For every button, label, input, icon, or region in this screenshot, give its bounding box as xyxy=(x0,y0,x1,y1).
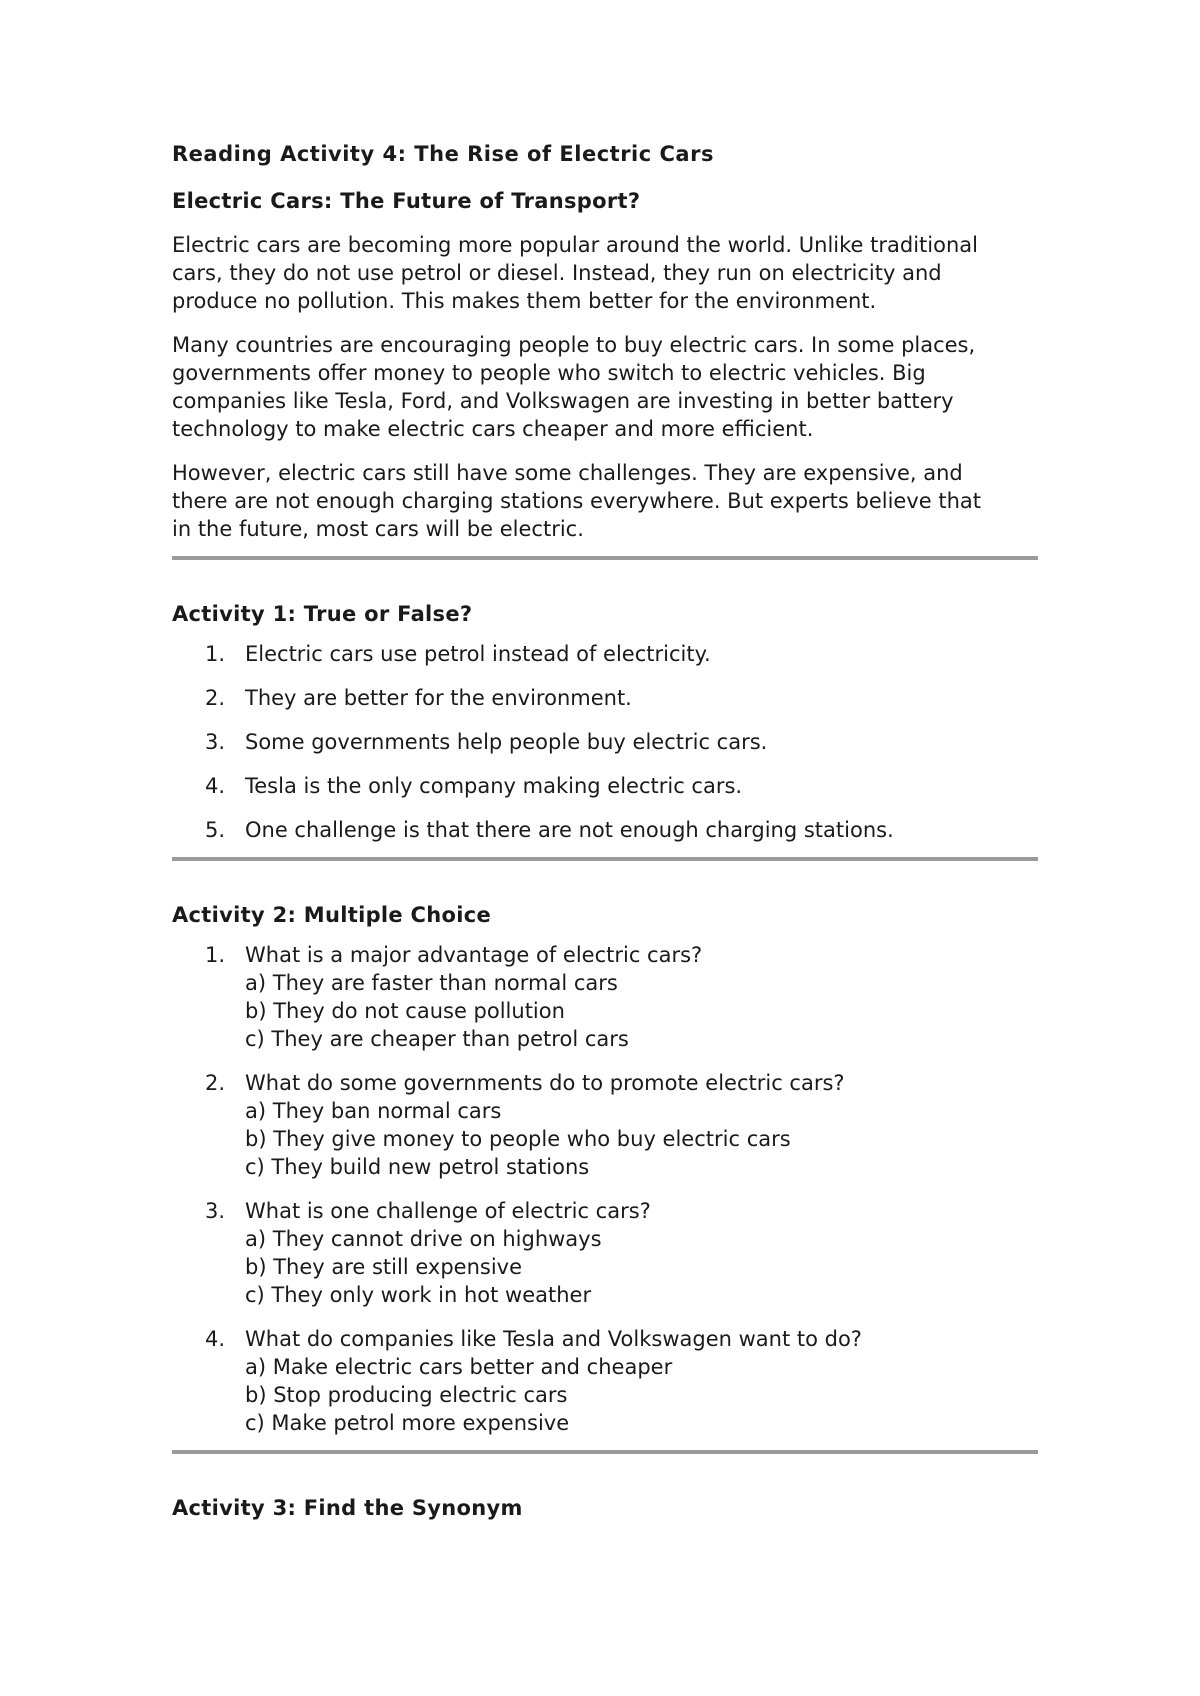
answer-option: b) They give money to people who buy electric cars xyxy=(245,1127,791,1151)
item-number: 1. xyxy=(205,642,226,666)
document-page xyxy=(172,140,1038,1522)
question-number: 1. xyxy=(205,943,226,967)
question-item xyxy=(172,1197,1038,1309)
activity-3-title: Activity 3: Find the Synonym xyxy=(172,1496,523,1520)
item-text: Electric cars use petrol instead of electricity. xyxy=(245,642,711,666)
question-item xyxy=(172,941,1038,1053)
item-number: 5. xyxy=(205,818,226,842)
answer-option: b) They do not cause pollution xyxy=(245,999,565,1023)
list-item xyxy=(172,640,1038,668)
list-item xyxy=(172,728,1038,756)
item-text: They are better for the environment. xyxy=(245,686,632,710)
paragraph-2 xyxy=(172,331,1038,443)
paragraph-line: technology to make electric cars cheaper and more efficient. xyxy=(172,417,814,441)
answer-option: c) Make petrol more expensive xyxy=(245,1411,570,1435)
question-number: 4. xyxy=(205,1327,226,1351)
paragraph-line: produce no pollution. This makes them better for the environment. xyxy=(172,289,877,313)
question-text: What do companies like Tesla and Volkswagen want to do? xyxy=(245,1327,862,1351)
list-item xyxy=(172,816,1038,844)
activity-2-title: Activity 2: Multiple Choice xyxy=(172,903,492,927)
paragraph-line: governments offer money to people who switch to electric vehicles. Big xyxy=(172,361,926,385)
multiple-choice-list xyxy=(172,941,1038,1437)
paragraph-line: in the future, most cars will be electric. xyxy=(172,517,584,541)
item-number: 4. xyxy=(205,774,226,798)
question-text: What is a major advantage of electric cars? xyxy=(245,943,703,967)
answer-option: a) They ban normal cars xyxy=(245,1099,502,1123)
true-false-list xyxy=(172,640,1038,844)
section-divider xyxy=(172,556,1038,560)
question-item xyxy=(172,1069,1038,1181)
section-divider xyxy=(172,1450,1038,1454)
item-text: Some governments help people buy electric cars. xyxy=(245,730,768,754)
answer-option: c) They are cheaper than petrol cars xyxy=(245,1027,629,1051)
answer-option: a) They cannot drive on highways xyxy=(245,1227,602,1251)
list-item xyxy=(172,684,1038,712)
question-number: 2. xyxy=(205,1071,226,1095)
item-text: One challenge is that there are not enough charging stations. xyxy=(245,818,894,842)
document-title: Reading Activity 4: The Rise of Electric Cars xyxy=(172,142,714,166)
paragraph-line: Electric cars are becoming more popular around the world. Unlike traditional xyxy=(172,233,978,257)
paragraph-line: there are not enough charging stations everywhere. But experts believe that xyxy=(172,489,982,513)
question-text: What is one challenge of electric cars? xyxy=(245,1199,651,1223)
answer-option: a) Make electric cars better and cheaper xyxy=(245,1355,673,1379)
article-title: Electric Cars: The Future of Transport? xyxy=(172,189,641,213)
item-number: 2. xyxy=(205,686,226,710)
paragraph-line: cars, they do not use petrol or diesel. Instead, they run on electricity and xyxy=(172,261,942,285)
item-text: Tesla is the only company making electric cars. xyxy=(245,774,743,798)
answer-option: b) They are still expensive xyxy=(245,1255,523,1279)
question-number: 3. xyxy=(205,1199,226,1223)
question-item xyxy=(172,1325,1038,1437)
answer-option: b) Stop producing electric cars xyxy=(245,1383,568,1407)
answer-option: a) They are faster than normal cars xyxy=(245,971,618,995)
activity-1-title: Activity 1: True or False? xyxy=(172,602,473,626)
answer-option: c) They only work in hot weather xyxy=(245,1283,592,1307)
paragraph-1 xyxy=(172,231,1038,315)
paragraph-line: companies like Tesla, Ford, and Volkswagen are investing in better battery xyxy=(172,389,954,413)
paragraph-3 xyxy=(172,459,1038,543)
list-item xyxy=(172,772,1038,800)
item-number: 3. xyxy=(205,730,226,754)
paragraph-line: However, electric cars still have some challenges. They are expensive, and xyxy=(172,461,963,485)
paragraph-line: Many countries are encouraging people to buy electric cars. In some places, xyxy=(172,333,976,357)
question-text: What do some governments do to promote electric cars? xyxy=(245,1071,845,1095)
answer-option: c) They build new petrol stations xyxy=(245,1155,590,1179)
section-divider xyxy=(172,857,1038,861)
